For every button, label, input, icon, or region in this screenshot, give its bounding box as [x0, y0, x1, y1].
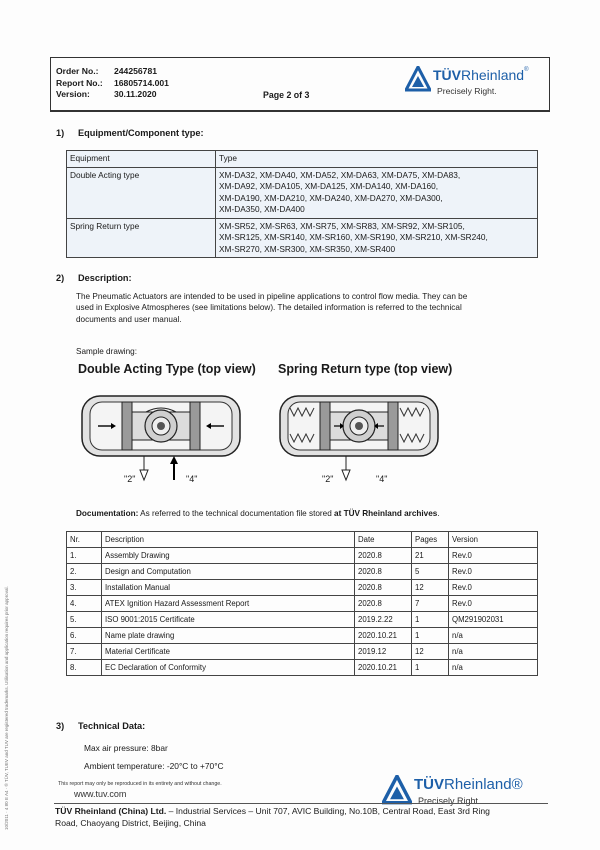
sample-drawing-label: Sample drawing:: [76, 347, 137, 356]
logo-tagline: Precisely Right.: [418, 796, 481, 806]
table-row: [67, 151, 538, 168]
order-number: 244256781: [114, 66, 158, 76]
double-acting-drawing-title: Double Acting Type (top view): [78, 362, 256, 376]
report-label: Report No.:: [56, 77, 103, 88]
table-header: Type: [216, 151, 538, 168]
reproduction-notice: This report may only be reproduced in its entirety and without change.: [58, 781, 222, 787]
equipment-cell: Double Acting type: [67, 167, 216, 218]
table-row: 8. EC Declaration of Conformity 2020.10.21 1 n/a: [67, 660, 538, 676]
tuv-logo: [403, 64, 543, 104]
table-header: Nr.: [67, 532, 102, 548]
description-text: The Pneumatic Actuators are intended to be used in pipeline applications to control flow media. They can be used in Explosive Atmospheres (see limitations below). The detailed information is referred to the technical documents and user manual.: [76, 292, 468, 324]
max-air-pressure: Max air pressure: 8bar: [84, 743, 168, 753]
table-header: Date: [355, 532, 412, 548]
table-row: [67, 218, 538, 258]
spring-return-drawing: [274, 388, 444, 488]
table-row: 7. Material Certificate 2019.12 12 n/a: [67, 644, 538, 660]
port-2-label: "2": [322, 474, 334, 484]
port-4-label: "4": [376, 474, 388, 484]
table-header: Version: [449, 532, 538, 548]
table-row: 2. Design and Computation 2020.8 5 Rev.0: [67, 564, 538, 580]
equipment-table: [66, 150, 538, 258]
version-label: Version:: [56, 89, 90, 99]
port-2-label: "2": [124, 474, 136, 484]
website-link[interactable]: www.tuv.com: [74, 789, 127, 799]
double-acting-drawing: [76, 388, 246, 488]
logo-brand: TÜVRheinland®: [433, 67, 529, 83]
table-row: 6. Name plate drawing 2020.10.21 1 n/a: [67, 628, 538, 644]
spring-return-drawing-title: Spring Return type (top view): [278, 362, 453, 376]
section2-heading: 2) Description:: [56, 273, 132, 283]
page-indicator: Page 2 of 3: [263, 90, 310, 100]
report-header: [50, 57, 550, 112]
footer-divider: [54, 803, 548, 804]
type-cell: XM-SR52, XM-SR63, XM-SR75, XM-SR83, XM-SR92, XM-SR105, XM-SR125, XM-SR140, XM-SR160, XM-SR190, XM-SR210, XM-SR240, XM-SR270, XM-SR300, XM-SR350, XM-SR400: [216, 218, 538, 258]
section3-heading: 3) Technical Data:: [56, 721, 146, 731]
triangle-logo-icon: [382, 775, 412, 805]
table-row: 4. ATEX Ignition Hazard Assessment Report 2020.8 7 Rev.0: [67, 596, 538, 612]
table-header: Description: [102, 532, 355, 548]
documentation-table: [66, 531, 538, 676]
order-label: Order No.:: [56, 66, 99, 76]
port-4-label: "4": [186, 474, 198, 484]
company-address: TÜV Rheinland (China) Ltd. – Industrial Services – Unit 707, AVIC Building, No.10B, Central Road, East 3rd Ring Road, Chaoyang District, Beijing, China: [55, 806, 490, 828]
vertical-trademark-note: 10/2011 · 4 80 E A4 · ® TÜV, TUEV and TUV are registered trademarks. Utilisation and application requires prior approval.: [4, 586, 9, 830]
table-header: Equipment: [67, 151, 216, 168]
report-meta: [56, 66, 169, 101]
ambient-temperature: Ambient temperature: -20°C to +70°C: [84, 761, 224, 771]
logo-tagline: Precisely Right.: [437, 86, 497, 96]
table-row: 3. Installation Manual 2020.8 12 Rev.0: [67, 580, 538, 596]
section1-heading: 1) Equipment/Component type:: [56, 128, 204, 138]
report-number: 16805714.001: [114, 77, 169, 88]
table-row: [67, 167, 538, 218]
equipment-cell: Spring Return type: [67, 218, 216, 258]
logo-brand: TÜVRheinland®: [414, 776, 523, 793]
version-date: 30.11.2020: [114, 89, 157, 99]
table-row: 5. ISO 9001:2015 Certificate 2019.2.22 1 QM291902031: [67, 612, 538, 628]
table-row: 1. Assembly Drawing 2020.8 21 Rev.0: [67, 548, 538, 564]
documentation-statement: Documentation: As referred to the technical documentation file stored at TÜV Rheinland archives.: [76, 509, 440, 518]
triangle-logo-icon: [405, 66, 431, 92]
type-cell: XM-DA32, XM-DA40, XM-DA52, XM-DA63, XM-DA75, XM-DA83, XM-DA92, XM-DA105, XM-DA125, XM-DA140, XM-DA160, XM-DA190, XM-DA210, XM-DA240, XM-DA270, XM-DA300, XM-DA350, XM-DA400: [216, 167, 538, 218]
table-header: Pages: [412, 532, 449, 548]
table-row: [67, 532, 538, 548]
